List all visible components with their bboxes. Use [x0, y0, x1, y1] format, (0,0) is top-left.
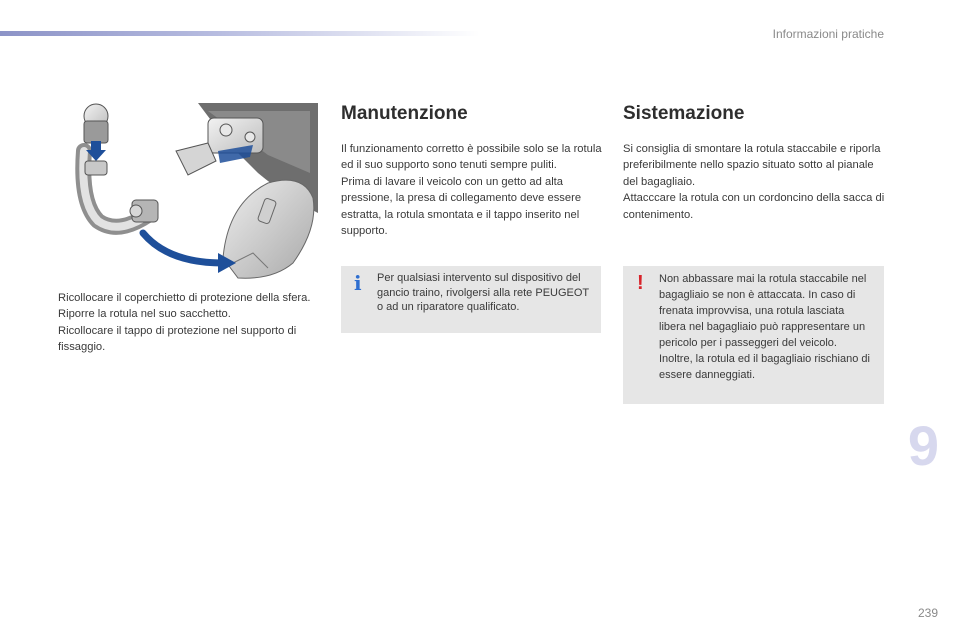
instruction-line: Ricollocare il coperchietto di protezione della sfera. — [58, 292, 311, 304]
removal-instructions — [58, 290, 320, 356]
storage-heading: Sistemazione — [623, 103, 745, 124]
chapter-number: 9 — [907, 414, 939, 477]
warning-note-text: Non abbassare mai la rotula staccabile nel bagagliaio se non è attaccata. In caso di frenata improvvisa, una rotula lasciata libera nel bagagliaio può rappresentare un pericolo per i passeggeri del veicolo. — [659, 273, 867, 349]
info-note — [341, 266, 601, 333]
section-title: Informazioni pratiche — [772, 27, 884, 41]
info-icon: i — [354, 271, 362, 295]
maintenance-heading: Manutenzione — [341, 103, 468, 124]
tow-ball-illustration — [58, 103, 318, 280]
info-note-text: Per qualsiasi intervento sul dispositivo del gancio traino, rivolgersi alla rete PEUGEOT o ad un riparatore qualificato. — [377, 272, 589, 313]
maintenance-paragraph: Il funzionamento corretto è possibile solo se la rotula ed il suo supporto sono tenuti sempre puliti. — [341, 143, 602, 172]
storage-paragraph: Attacccare la rotula con un cordoncino della sacca di contenimento. — [623, 192, 885, 221]
warning-note-text: Inoltre, la rotula ed il bagagliaio rischiano di essere danneggiati. — [659, 353, 870, 381]
maintenance-paragraph: Prima di lavare il veicolo con un getto ad alta pressione, la presa di collegamento deve essere estratta, la rotula smontata e il tappo inserito nel supporto. — [341, 175, 582, 238]
warning-icon: ! — [637, 272, 644, 294]
page-number: 239 — [917, 606, 938, 620]
storage-section — [623, 103, 885, 223]
instruction-line: Ricollocare il tappo di protezione nel supporto di fissaggio. — [58, 324, 297, 354]
storage-paragraph: Si consiglia di smontare la rotula staccabile e riporla preferibilmente nello spazio situato sotto al pianale del bagagliaio. — [623, 143, 881, 188]
maintenance-section — [341, 103, 603, 239]
instruction-line: Riporre la rotula nel suo sacchetto. — [58, 308, 231, 321]
header-accent-bar — [0, 31, 480, 36]
warning-note — [623, 266, 884, 404]
